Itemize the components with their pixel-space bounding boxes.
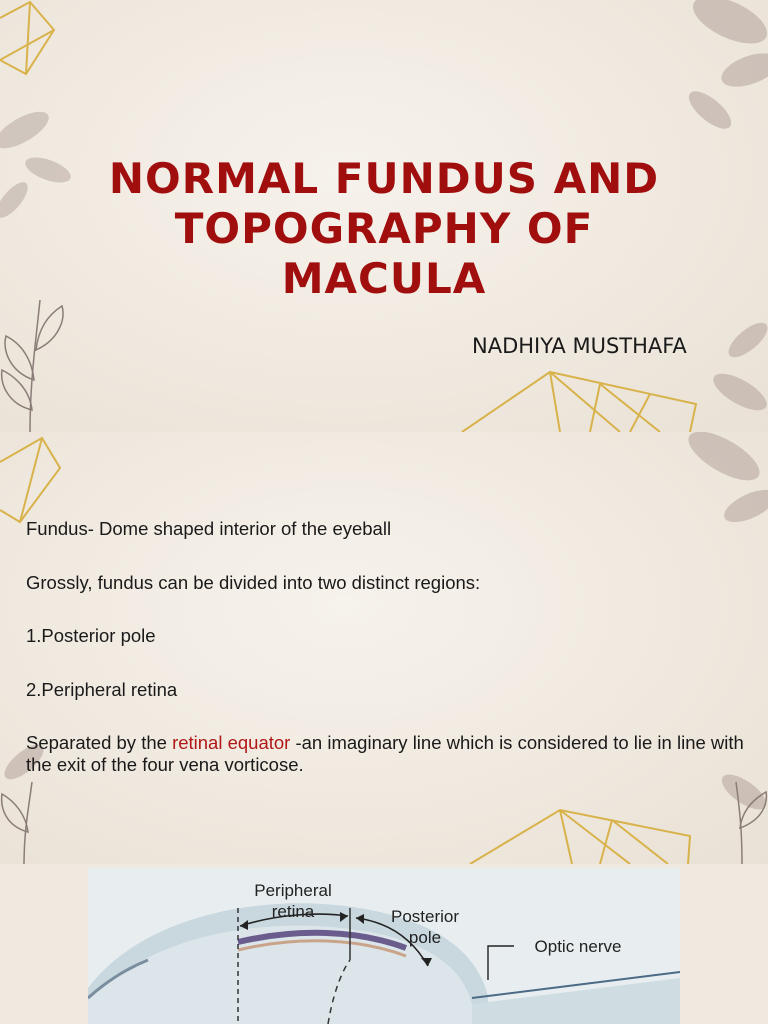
title-line-2: TOPOGRAPHY OF [174, 204, 594, 254]
label-posterior-pole [370, 906, 480, 948]
eye-anatomy-diagram [88, 868, 680, 1024]
title-line-1: NORMAL FUNDUS AND [108, 154, 660, 204]
title-line-3: MACULA [281, 254, 487, 304]
title-slide [0, 0, 768, 432]
region-posterior-pole: 1.Posterior pole [26, 625, 156, 646]
label-peripheral-retina-text: Peripheral retina [254, 881, 332, 921]
page-title [84, 154, 684, 304]
equator-text-before: Separated by the [26, 732, 173, 753]
label-optic-nerve: Optic nerve [534, 937, 622, 956]
author-name: NADHIYA MUSTHAFA [472, 334, 687, 358]
equator-description [26, 732, 752, 776]
label-posterior-pole-text: Posterior pole [390, 907, 460, 947]
fundus-regions-intro: Grossly, fundus can be divided into two distinct regions: [26, 572, 481, 593]
equator-text-after: -an imaginary line which is considered to lie in line with the exit of the four vena vorticose. [26, 732, 744, 775]
decorative-leaves-graphic [0, 432, 768, 864]
label-peripheral-retina [228, 880, 358, 922]
diagram-slide [0, 864, 768, 1024]
retinal-equator-term: retinal equator [172, 732, 291, 753]
region-peripheral-retina: 2.Peripheral retina [26, 679, 178, 700]
content-slide [0, 432, 768, 864]
fundus-definition: Fundus- Dome shaped interior of the eyeball [26, 518, 392, 539]
